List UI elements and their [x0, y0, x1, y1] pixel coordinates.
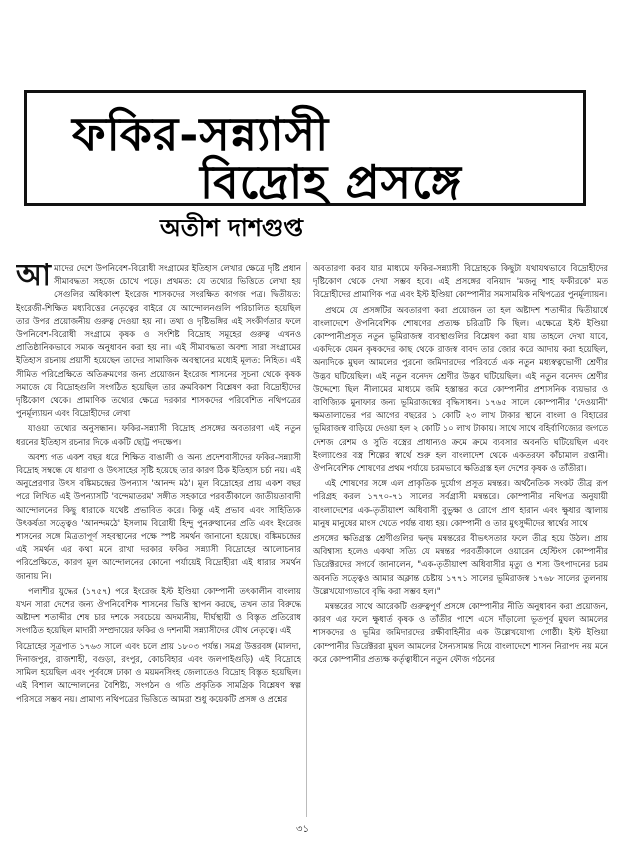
paragraph-text: মাদের দেশে উপনিবেশ-বিরোধী সংগ্রামের ইতিহাস লেখার ক্ষেত্রে দৃষ্টি প্রধান সীমাবদ্ধতা সহজে চোখে পড়ে। প্রথমত: যে তথ্যের ভিত্তিতে লেখা হয় সেগুলির অধিকাংশ ইংরেজ শাসকদের সংরক্ষিত কাগজ পত্র। দ্বিতীয়ত: ইংরেজী-শিক্ষিত মধ্যবিত্তের নেতৃত্বের বাইরে যে আন্দোলনগুলি পরিচালিত হয়েছিল তার উপর প্রয়োজনীয় গুরুত্ব দেওয়া হয় না। তথ্য ও দৃষ্টিভঙ্গির এই সংকীর্ণতার ফলে উপনিবেশ-বিরোধী সংগ্রামে কৃষক ও সংশিষ্ট বিদ্রোহ সমূহের গুরুত্ব এখনও প্রাতিষ্ঠানিকভাবে সম্যক অনুধাবন করা হয় না। এই সীমাবদ্ধতা অবশ্য সারা সংগ্রামের ইতিহাস রচনায় প্রয়াসী হয়েছেন তাদের সামাজিক অবস্থানের মধ্যেই মূলত: নিহিত। এই সীমিত পরিপ্রেক্ষিতে অতিক্রমণের জন্য প্রয়োজন ইংরেজ শাসনের সূচনা থেকে কৃষক সমাজে যে বিদ্রোহগুলি সংগঠিত হয়েছিল তার ক্রমবিকাশ বিশ্লেষণ করা বিদ্রোহীদের দৃষ্টিকোণ থেকে। প্রামাণিক তথ্যের ক্ষেত্রে দরকার শাসকদের পরিবেশিত নথিপত্রের পুনর্মূল্যায়ন এবং বিদ্রোহীদের লেখা [16, 263, 301, 419]
article-author: অতীশ দাশগুপ্ত [160, 214, 303, 242]
body-paragraph: অবশ্য গত একশ বছর ধরে শিক্ষিত বাঙালী ও অন্য প্রদেশবাসীদের ফকির-সন্ন্যাসী বিদ্রোহ সম্বন্ধে যে ধারণা ও উৎসাহের সৃষ্টি হয়েছে তার কারণ ঠিক ইতিহাস চর্চা নয়। এই অনুপ্রেরণার উৎস বঙ্কিমচন্দ্রের উপন্যাস 'আনন্দ মঠ'। মূল বিদ্রোহের প্রায় একশ বছর পরে লিখিত এই উপন্যাসটি 'বন্দেমাতরম' সঙ্গীত সহকারে পরবর্তীকালে জাতীয়তাবাদী আন্দোলনের কিছু ধারাকে যথেষ্ট প্রভাবিত করে। কিন্তু এই প্রভাব এবং সাহিত্যিক উৎকর্ষতা সত্ত্বেও 'আনন্দমঠে' ইসলাম বিরোধী হিন্দু পুনরুত্থানের প্রতি এবং ইংরেজ শাসনের সঙ্গে মিত্রতাপূর্ণ সহবস্থানের পক্ষে স্পষ্ট সমর্থন জানানো হয়েছে। বঙ্কিমচন্দ্রের এই সমর্থন এর কথা মনে রাখা দরকার ফকির সন্ন্যাসী বিদ্রোহের আলোচনার পরিপ্রেক্ষিতে, কারণ মূল আন্দোলনের কোনো পর্যায়েই বিদ্রোহীরা এই ধারার সমর্থন জানায় নি। [16, 451, 301, 581]
body-paragraph [16, 262, 301, 420]
body-paragraph: পলাশীর যুদ্ধের (১৭৫৭) পরে ইংরেজ ইস্ট ইণ্ডিয়া কোম্পানী তৎকালীন বাংলায় যখন সারা দেশের জন্য ঔপনিবেশিক শাসনের ভিত্তি স্থাপন করছে, তখন তার বিরুদ্ধে অষ্টাদশ শতাব্দীর শেষ চার দশকে সবচেয়ে অদম্যনীয়, দীর্ঘস্থায়ী ও বিস্তৃত প্রতিরোধ সংগঠিত হয়েছিল মাদারী সম্প্রদায়ের ফকির ও দশনামী সন্ন্যাসীদের যৌথ নেতৃত্বে। এই [16, 585, 301, 636]
body-paragraph: বিদ্রোহের সূত্রপাত ১৭৬৩ সালে এবং চলে প্রায় ১৮০৩ পর্যন্ত। সমগ্র উত্তরবঙ্গ (মালদা, দিনাজপুর, রাজশাহী, বগুড়া, রংপুর, কোচবিহার এবং জলপাইগুড়ি) এই বিদ্রোহে সামিল হয়েছিল এবং পূর্ববঙ্গে ঢাকা ও ময়মনসিংহ জেলাতেও বিদ্রোহ বিস্তৃত হয়েছিল। এই বিশাল আন্দোলনের বৈশিষ্ট্য, সংগঠন ও গতি প্রকৃতিক সামগ্রিক বিশ্লেষণ স্বল্প পরিসরে সম্ভব নয়। প্রামাণ্য নথিপত্রের ভিত্তিতে আমরা শুধু কয়েকটি প্রসঙ্গ ও প্রশ্নের [16, 640, 301, 704]
body-paragraph: প্রথমে যে প্রসঙ্গটির অবতারণা করা প্রয়োজন তা হল অষ্টাদশ শতাব্দীর দ্বিতীয়ার্ধে বাংলাদেশে ঔপনিবেশিক শোষণের প্রত্যক্ষ চরিত্রটি কি ছিল। এক্ষেত্রে ইস্ট ইণ্ডিয়া কোম্পানীপ্রসূত নতুন ভূমিরাজস্ব ব্যবস্থাগুলির বিশ্লেষণ করা যায় তাহলে দেখা যাবে, একদিকে যেমন কৃষকদের কাছ থেকে রাজস্ব বাবদ তার জোর করে আদায় করা হয়েছিল, অন্যদিকে মুঘল আমলের পুরনো জমিদারদের পরিবর্তে এক নতুন মধ্যস্বত্বভোগী শ্রেণীর উদ্ভব ঘটিয়েছিল। এই নতুন বনেদদ শ্রেণীর উদ্ভব ঘটিয়েছিল। এই নতুন বনেদদ শ্রেণীর উদ্দেশ্যে ছিল নীলামের মাধ্যমে জমি হস্তান্তর করে কোম্পানীর প্রশাসনিক ব্যয়ভার ও বাণিজ্যিক মুনাফার জন্য ভূমিরাজস্বের বৃদ্ধিসাধন। ১৭৬৫ সালে কোম্পানীর 'দেওয়ানী' ক্ষমতালাভের পর আগের বছরের ১ কোটি ২৩ লাখ টাকার স্থানে বাংলা ও বিহারের ভূমিরাজস্ব বাড়িয়ে দেওয়া হল ২ কোটি ১০ লাখ টাকায়। সাথে সাথে বহির্বাণিজ্যের জগতে দেশজ রেশম ও সুতি বস্ত্রের প্রাধান্যও ক্রমে ক্রমে ব্যবসার অবনতি ঘটিয়েছিল এবং ইংল্যাণ্ডের বস্ত্র শিল্পের স্বার্থে শুরু হল বাংলাদেশ থেকে একতরফা কাঁচামাল রপ্তানী। ঔপনিবেশিক শোষণের প্রথম পর্যায়ে চরমভাবে ক্ষতিগ্রস্ত হল দেশের কৃষক ও তাঁতীরা। [313, 304, 608, 474]
body-paragraph: অবতারণা করব যার মাধ্যমে ফকির-সন্ন্যাসী বিদ্রোহকে কিছুটা যথাযথভাবে বিদ্রোহীদের দৃষ্টিকোণ থেকে দেখা সম্ভব হবে। এই প্রসঙ্গের বনিয়াদ 'মজনু শাহ ফকীরকে' মত বিদ্রোহীদের প্রামাণিক পত্র এবং ইস্ট ইণ্ডিয়া কোম্পানীর সমসাময়িক নথিপত্রের পুনর্মূল্যায়ন। [313, 263, 608, 300]
body-paragraph: যাওয়া তথ্যের অনুসন্ধান। ফকির-সন্ন্যাসী বিদ্রোহ প্রসঙ্গের অবতারণা এই নতুন ধরনের ইতিহাস রচনার দিকে একটি ছোট্ট পদক্ষেপ। [16, 423, 301, 447]
article-title-line-1: ফকির-সন্ন্যাসী [72, 107, 330, 161]
body-paragraph: মন্বন্তরের সাথে আরেকটি গুরুত্বপূর্ণ প্রসঙ্গে কোম্পানীর নীতি অনুধাবন করা প্রয়োজন, কারণ এর ফলে ক্ষুধার্ত কৃষক ও তাঁতীর পাশে এসে দাঁড়ালো ভূতপূর্ব মুঘল আমলের শাসকদের ও ভূমির জমিদারদের রক্ষীবাহিনীর এক উল্লেখযোগ্য গোষ্ঠী। ইস্ট ইণ্ডিয়া কোম্পানীর ডিরেক্টররা মুঘল আমলের সৈন্যসামন্ত দিয়ে বাংলাদেশে শাসন নিরাপদ নয় মনে করে কোম্পানীর প্রত্যক্ষ কর্তৃত্বাধীনে নতুন ফৌজ গঠনের [313, 601, 608, 664]
drop-cap: আ [16, 262, 51, 293]
body-column-left [16, 262, 301, 817]
page-number: ৩১ [296, 824, 309, 835]
body-paragraph: এই শোষণের সঙ্গে এল প্রাকৃতিক দুর্যোগ প্রসূত মন্বন্তর। অর্থনৈতিক সংকট তীব্র রূপ পরিগ্রহ করল ১৭৭০-৭১ সালের সর্বগ্রাসী মন্বন্তরে। কোম্পানীর নথিপত্র অনুযায়ী বাংলাদেশের এক-তৃতীয়াংশ অধিবাসী বুভুক্ষা ও রোগে প্রাণ হারান এবং ক্ষুধার জ্বালায় মানুষ মানুষের মাংস খেতে পর্যন্ত বাধ্য হয়। কোম্পানী ও তার মুৎসুদ্দীদের স্বার্থের সাথে [313, 478, 608, 528]
body-column-right [313, 262, 608, 817]
column-divider [306, 262, 307, 817]
article-title-line-2: বিদ্রোহ প্রসঙ্গে [200, 155, 463, 209]
body-paragraph: প্রসঙ্গের ক্ষতিগ্রস্ত শ্রেণীগুলির দ্বন্দ্ব মন্বন্তরের বীভৎসতার ফলে তীব্র হয়ে উঠল। প্রায় অবিশ্বাস্য হলেও একথা সত্যি যে মন্বন্তর পরবর্তীকালে ওয়ারেন হেস্টিংস কোম্পানীর ডিরেক্টরদের সগর্বে জানালেন, "এক-তৃতীয়াংশ অধিবাসীর মৃত্যু ও শস্য উৎপাদনের চরম অবনতি সত্ত্বেও আমার অক্লান্ত চেষ্টায় ১৭৭১ সালের ভূমিরাজস্ব ১৭৬৮ সালের তুলনায় উল্লেখযোগ্যভাবে বৃদ্ধি করা সম্ভব হল।" [313, 533, 608, 596]
